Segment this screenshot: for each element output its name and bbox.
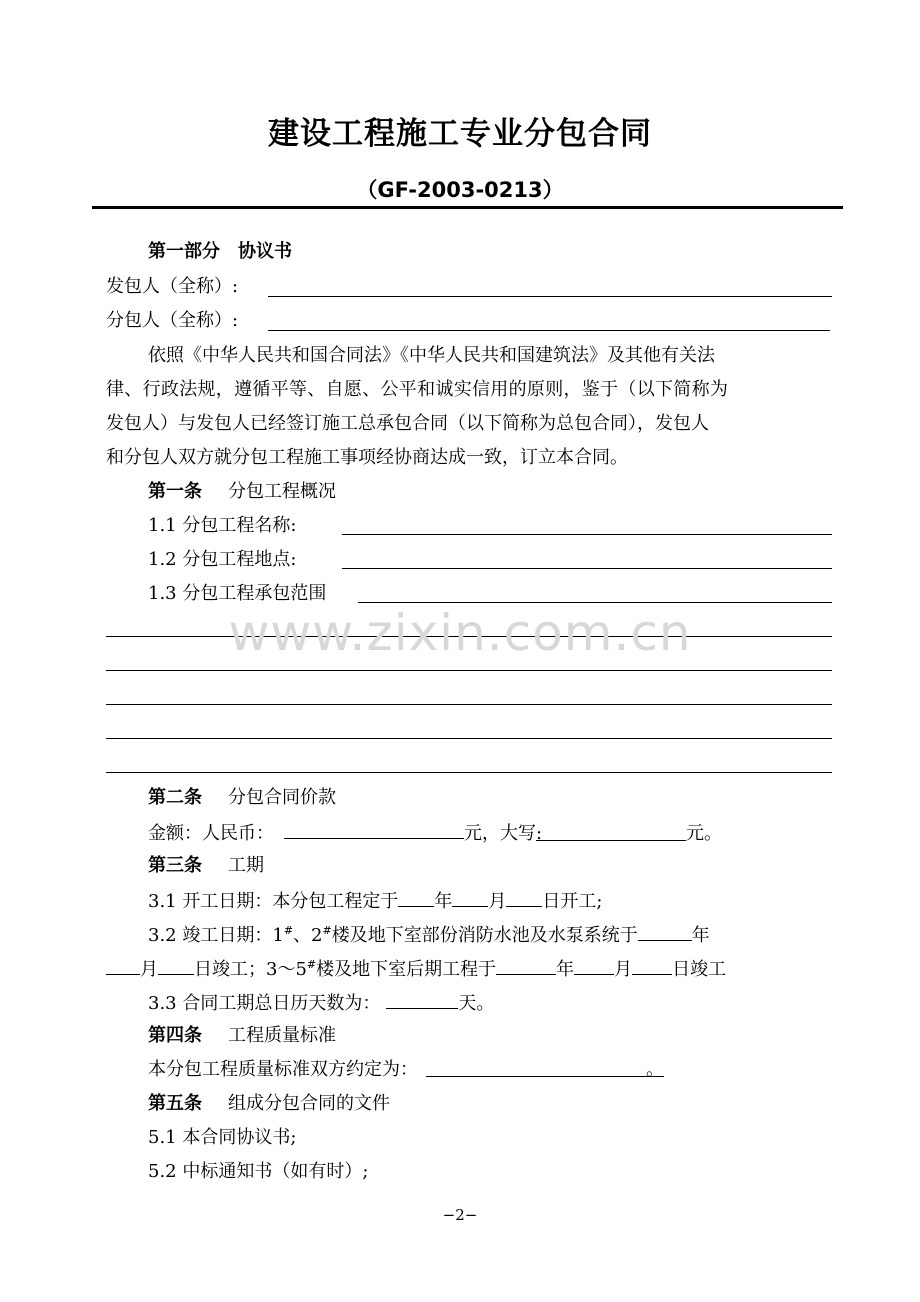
- employer-label: 发包人（全称）:: [106, 276, 239, 297]
- building-number-mark: #: [306, 958, 317, 971]
- days-blank: [386, 990, 458, 1009]
- employer-blank: [268, 296, 832, 297]
- completion-date-line: [148, 922, 710, 948]
- article-number: 第三条: [148, 855, 202, 876]
- project-site-blank: [342, 568, 832, 569]
- start-date-end: 日开工;: [542, 891, 603, 912]
- article-title: 工期: [228, 855, 264, 876]
- project-site-label: 1.2 分包工程地点:: [148, 549, 297, 570]
- article-number: 第四条: [148, 1025, 202, 1046]
- document-title: 建设工程施工专业分包合同: [268, 116, 652, 152]
- subcontractor-label: 分包人（全称）:: [106, 310, 239, 331]
- amount-yuan-end: 元。: [686, 823, 722, 844]
- year-blank: [496, 956, 556, 975]
- completion-text: 、2: [293, 925, 323, 946]
- scope-blank-line: [106, 772, 832, 773]
- project-name-blank: [342, 534, 832, 535]
- completion-text: 日竣工；3～5: [194, 959, 307, 980]
- document-list-item: 5.1 本合同协议书;: [148, 1127, 297, 1148]
- completion-text: 楼及地下室部份消防水池及水泵系统于: [331, 925, 638, 946]
- duration-end: 天。: [458, 993, 495, 1014]
- document-list-item: 5.2 中标通知书（如有时）;: [148, 1161, 369, 1182]
- building-number-mark: #: [322, 924, 332, 937]
- intro-line: 发包人）与发包人已经签订施工总承包合同（以下简称为总包合同），发包人: [106, 413, 709, 434]
- completion-date-line-2: [106, 956, 726, 982]
- project-scope-label: 1.3 分包工程承包范围: [148, 583, 327, 604]
- intro-line: 和分包人双方就分包工程施工事项经协商达成一致，订立本合同。: [106, 447, 628, 468]
- article-4-heading: [148, 1024, 336, 1048]
- article-number: 第一条: [148, 481, 202, 502]
- building-number-mark: #: [283, 924, 294, 937]
- completion-text: 楼及地下室后期工程于: [316, 959, 497, 980]
- part-heading: 第一部分 协议书: [148, 241, 292, 262]
- quality-standard-line: [148, 1058, 664, 1082]
- article-number: 第五条: [148, 1093, 202, 1114]
- year-label: 年: [556, 959, 575, 980]
- scope-blank-line: [106, 738, 832, 739]
- amount-label: 金额：人民币：: [148, 823, 274, 844]
- month-label: 月: [488, 891, 507, 912]
- article-2-heading: [148, 786, 336, 810]
- article-title: 分包合同价款: [228, 787, 336, 808]
- month-label: 月: [140, 959, 158, 980]
- year-label: 年: [691, 925, 710, 946]
- scope-blank-line: [106, 670, 832, 671]
- quality-end: 。: [646, 1059, 664, 1080]
- project-name-label: 1.1 分包工程名称:: [148, 515, 297, 536]
- day-blank: [632, 956, 672, 975]
- header-rule: [92, 206, 843, 209]
- amount-words-blank: [536, 822, 686, 844]
- amount-blank: [284, 820, 464, 839]
- start-date-line: [148, 888, 602, 914]
- document-code: （GF-2003-0213）: [356, 178, 564, 202]
- year-blank: [638, 922, 692, 941]
- amount-colon: :: [536, 823, 543, 844]
- start-date-label: 3.1 开工日期：本分包工程定于: [148, 891, 399, 912]
- subcontractor-blank: [268, 330, 830, 331]
- intro-line: 依照《中华人民共和国合同法》《中华人民共和国建筑法》及其他有关法: [148, 345, 715, 366]
- year-label: 年: [434, 891, 453, 912]
- duration-label: 3.3 合同工期总日历天数为：: [148, 993, 381, 1014]
- article-title: 分包工程概况: [228, 481, 336, 502]
- month-label: 月: [614, 959, 633, 980]
- page-number: −2−: [442, 1206, 478, 1224]
- duration-line: [148, 990, 494, 1016]
- scope-blank-line: [106, 704, 832, 705]
- article-title: 工程质量标准: [228, 1025, 336, 1046]
- article-number: 第二条: [148, 787, 202, 808]
- completion-label: 3.2 竣工日期：1: [148, 925, 284, 946]
- watermark: www.zixin.com.cn: [228, 604, 692, 662]
- month-blank: [106, 956, 140, 975]
- article-1-heading: [148, 480, 336, 504]
- article-5-heading: [148, 1092, 390, 1116]
- month-blank: [574, 956, 614, 975]
- article-3-heading: [148, 854, 264, 878]
- contract-amount-line: [148, 820, 722, 846]
- quality-label: 本分包工程质量标准双方约定为：: [148, 1059, 418, 1080]
- quality-blank: [426, 1058, 664, 1080]
- day-blank: [158, 956, 194, 975]
- year-blank: [398, 888, 434, 907]
- month-blank: [452, 888, 488, 907]
- intro-line: 律、行政法规，遵循平等、自愿、公平和诚实信用的原则，鉴于（以下简称为: [106, 379, 729, 400]
- article-title: 组成分包合同的文件: [228, 1093, 390, 1114]
- completion-end: 日竣工: [672, 959, 727, 980]
- day-blank: [506, 888, 542, 907]
- project-scope-blank: [358, 602, 832, 603]
- amount-yuan: 元，大写: [464, 823, 536, 844]
